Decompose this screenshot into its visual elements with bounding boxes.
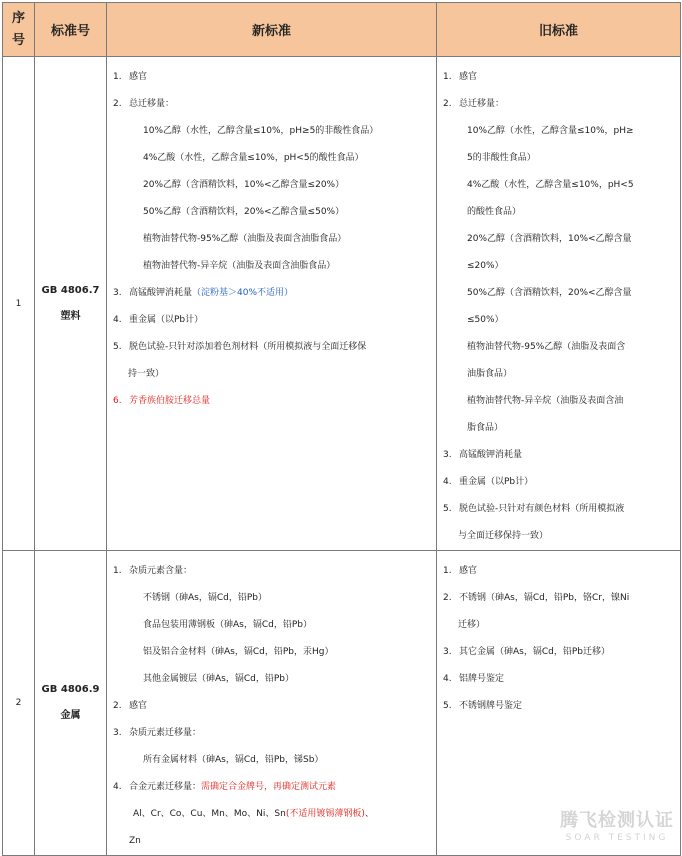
note-text: (不适用镀锡薄钢板) (285, 809, 365, 819)
sub-item: 其他金属镀层（砷As，镉Cd，铅Pb） (143, 674, 294, 684)
sub-item: ≤20%） (467, 261, 504, 271)
standards-comparison-table (2, 2, 681, 856)
list-item: 5. 脱色试验-只针对添加着色剂材料（所用模拟液与全面迁移保 (113, 342, 367, 352)
watermark-logo (560, 806, 674, 843)
list-item: 1. 杂质元素含量： (113, 566, 193, 576)
header-seq: 序 号 (3, 3, 35, 57)
sub-item-cont: Zn (129, 836, 141, 846)
sub-item: 植物油替代物-异辛烷（油脂及表面含油脂食品） (143, 261, 336, 271)
list-item: 2. 不锈钢（砷As，镉Cd，铅Pb，铬Cr，镍Ni (443, 593, 630, 603)
sub-item: 所有金属材料（砷As，镉Cd，铅Pb，锑Sb） (143, 755, 324, 765)
list-item: 4. 铝牌号鉴定 (443, 674, 505, 684)
sub-item: 植物油替代物-95%乙醇（油脂及表面含 (467, 342, 626, 352)
std-code: GB 4806.9 (41, 684, 100, 695)
list-item: 2. 总迁移量： (113, 99, 175, 109)
list-item: 1. 感官 (443, 566, 478, 576)
sub-item: 食品包装用薄钢板（砷As，镉Cd，铅Pb） (143, 620, 312, 630)
sub-item: 50%乙醇（含酒精饮料，20%<乙醇含量≤50%） (143, 207, 345, 217)
list-item: 3. 高锰酸钾消耗量（淀粉基＞40%不适用） (113, 288, 294, 298)
header-std: 标准号 (35, 3, 107, 57)
list-item: 1. 感官 (113, 72, 148, 82)
sub-item: 不锈钢（砷As，镉Cd，铅Pb） (143, 593, 267, 603)
note-text: （淀粉基＞40%不适用） (192, 288, 294, 298)
std-name: 金属 (60, 710, 81, 721)
list-item-new: 6. 芳香族伯胺迁移总量 (113, 396, 211, 406)
sub-item: 植物油替代物-95%乙醇（油脂及表面含油脂食品） (143, 234, 347, 244)
list-item: 4. 重金属（以Pb计） (443, 477, 534, 487)
watermark-cn: 腾飞检测认证 (560, 810, 674, 831)
list-item: 2. 感官 (113, 701, 148, 711)
list-item: 3. 其它金属（砷As，镉Cd，铅Pb迁移） (443, 647, 610, 657)
row-seq: 2 (3, 551, 35, 856)
list-item: 5. 不锈钢牌号鉴定 (443, 701, 523, 711)
list-item: 5. 脱色试验-只针对有颜色材料（所用模拟液 (443, 504, 625, 514)
list-item: 4. 合金元素迁移量：需确定合金牌号，再确定测试元素 (113, 782, 337, 792)
row-std (35, 551, 107, 856)
list-item-cont: 与全面迁移保持一致） (458, 531, 549, 541)
list-item: 3. 高锰酸钾消耗量 (443, 450, 523, 460)
old-standard-cell (437, 57, 681, 551)
sub-item: 植物油替代物-异辛烷（油脂及表面含油 (467, 396, 624, 406)
sub-item: 50%乙醇（含酒精饮料，20%<乙醇含量 (467, 288, 632, 298)
list-item: 4. 重金属（以Pb计） (113, 315, 204, 325)
std-code: GB 4806.7 (41, 284, 100, 296)
table-header-row (3, 3, 681, 57)
list-item: 2. 总迁移量： (443, 99, 505, 109)
sub-item: 4%乙酸（水性，乙醇含量≤10%，pH<5 (467, 180, 634, 190)
sub-item: ≤50%） (467, 315, 504, 325)
list-item: 1. 感官 (443, 72, 478, 82)
header-new: 新标准 (107, 3, 437, 57)
list-item: 3. 杂质元素迁移量： (113, 728, 202, 738)
sub-item: Al、Cr、Co、Cu、Mn、Mo、Ni、Sn(不适用镀锡薄钢板)、 (133, 809, 374, 819)
sub-item: 油脂食品） (467, 369, 513, 379)
sub-item: 10%乙醇（水性，乙醇含量≤10%，pH≥ (467, 126, 634, 136)
sub-item: 的酸性食品） (467, 207, 522, 217)
std-name: 塑料 (60, 310, 81, 322)
note-text: 需确定合金牌号，再确定测试元素 (201, 782, 337, 792)
table-row (3, 57, 681, 551)
list-item-cont: 持一致） (128, 369, 165, 379)
list-item-cont: 迁移） (458, 620, 486, 630)
header-old: 旧标准 (437, 3, 681, 57)
sub-item: 4%乙酸（水性，乙醇含量≤10%，pH<5的酸性食品） (143, 153, 364, 163)
sub-item: 20%乙醇（含酒精饮料，10%<乙醇含量≤20%） (143, 180, 345, 190)
row-std (35, 57, 107, 551)
sub-item: 铝及铝合金材料（砷As，镉Cd，铅Pb，汞Hg） (143, 647, 334, 657)
watermark-en: SOAR TESTING (565, 833, 669, 843)
sub-item: 10%乙醇（水性，乙醇含量≤10%，pH≥5的非酸性食品） (143, 126, 379, 136)
sub-item: 5的非酸性食品） (467, 153, 536, 163)
sub-item: 脂食品） (467, 423, 504, 433)
sub-item: 20%乙醇（含酒精饮料，10%<乙醇含量 (467, 234, 632, 244)
new-standard-cell (107, 551, 437, 856)
new-standard-cell (107, 57, 437, 551)
row-seq: 1 (3, 57, 35, 551)
